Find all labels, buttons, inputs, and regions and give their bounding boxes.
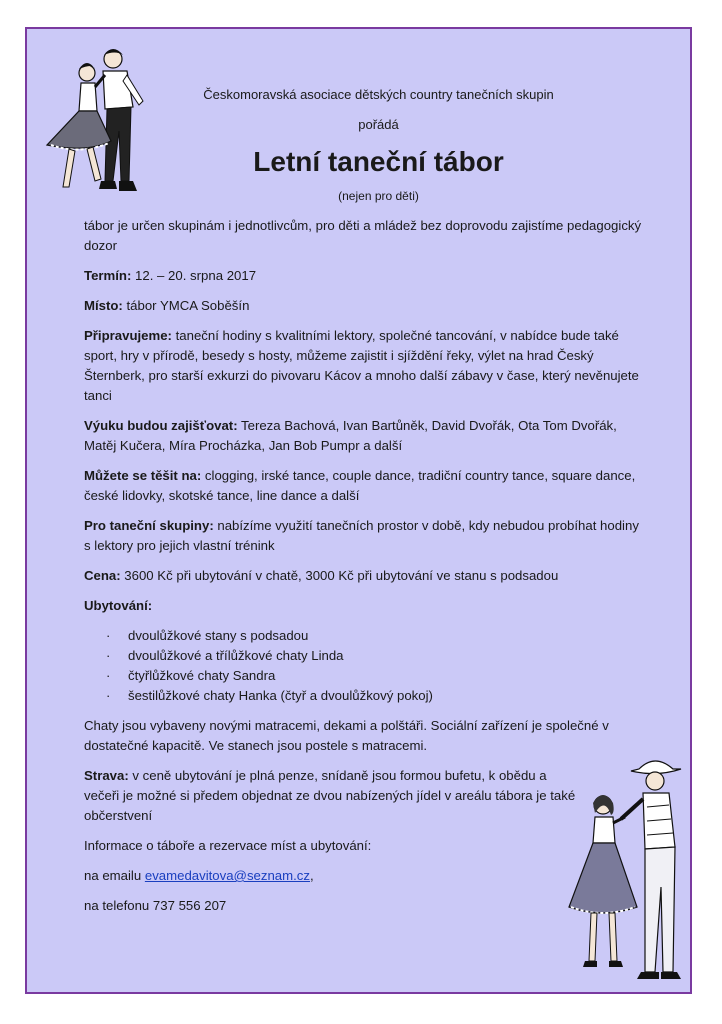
flyer-content	[84, 216, 644, 926]
bullet-icon: ·	[106, 688, 111, 703]
phone-text: na telefonu 737 556 207	[84, 898, 227, 913]
preparing-value: taneční hodiny s kvalitními lektory, společné tancování, v nabídce bude také sport, hry v přírodě, besedy s hosty, můžeme zajistit i sjíždění řeky, výlet na hrad Český Šternberk, pro starší exkurzi do pivovaru Kácov a mnoho další zábavy v čase, který nevěnujete tanci	[84, 328, 639, 403]
looking-forward-label: Můžete se těšit na:	[84, 468, 202, 483]
list-item	[84, 686, 644, 706]
bullet-icon: ·	[106, 628, 111, 643]
looking-forward-value: clogging, irské tance, couple dance, tradiční country tance, square dance, české lidovky, skotské tance, line dance a další	[84, 468, 636, 503]
list-item-text: čtyřlůžkové chaty Sandra	[128, 668, 276, 683]
term-label: Termín:	[84, 268, 132, 283]
term-row	[84, 266, 644, 286]
list-item	[84, 666, 644, 686]
email-row	[84, 866, 644, 886]
list-item-text: dvoulůžkové stany s podsadou	[128, 628, 309, 643]
page-title: Letní taneční tábor	[253, 146, 504, 177]
accommodation-note: Chaty jsou vybaveny novými matracemi, dekami a polštáři. Sociální zařízení je společné v dostatečné kapacitě. Ve stanech jsou postele s matracemi.	[84, 718, 609, 753]
list-item	[84, 646, 644, 666]
bullet-icon: ·	[106, 648, 111, 663]
teachers-label: Výuku budou zajišťovat:	[84, 418, 238, 433]
place-value: tábor YMCA Soběšín	[122, 298, 250, 313]
looking-forward-row	[84, 466, 644, 506]
food-label: Strava:	[84, 768, 129, 783]
list-item-text: dvoulůžkové a třílůžkové chaty Linda	[128, 648, 344, 663]
price-value: 3600 Kč při ubytování v chatě, 3000 Kč při ubytování ve stanu s podsadou	[120, 568, 559, 583]
organization-name: Českomoravská asociace dětských country tanečních skupin	[203, 87, 554, 102]
food-row	[84, 766, 644, 826]
info-text: Informace o táboře a rezervace míst a ubytování:	[84, 838, 372, 853]
presents-text: pořádá	[358, 117, 399, 132]
groups-row	[84, 516, 644, 556]
groups-value: nabízíme využití tanečních prostor v době, kdy nebudou probíhat hodiny s lektory pro jejich vlastní trénink	[84, 518, 639, 553]
subtitle: (nejen pro děti)	[338, 189, 419, 203]
flyer-page	[25, 27, 692, 994]
food-value: v ceně ubytování je plná penze, snídaně jsou formou bufetu, k obědu a večeři je možné si předem objednat ze dvou nabízených jídel v areálu tábora je také občerstvení	[84, 768, 576, 823]
teachers-row	[84, 416, 644, 456]
email-prefix: na emailu	[84, 868, 145, 883]
preparing-row	[84, 326, 644, 406]
groups-label: Pro taneční skupiny:	[84, 518, 214, 533]
preparing-label: Připravujeme:	[84, 328, 172, 343]
email-suffix: ,	[309, 868, 314, 883]
list-item	[84, 626, 644, 646]
intro-text: tábor je určen skupinám i jednotlivcům, pro děti a mládež bez doprovodu zajistíme pedagogický dozor	[84, 218, 642, 253]
email-link[interactable]: evamedavitova@seznam.cz	[144, 868, 310, 883]
accommodation-heading	[84, 596, 644, 616]
list-item-text: šestilůžkové chaty Hanka (čtyř a dvoulůžkový pokoj)	[128, 688, 433, 703]
square-dance-couple-illustration	[565, 747, 689, 992]
place-label: Místo:	[84, 298, 123, 313]
term-value: 12. – 20. srpna 2017	[131, 268, 257, 283]
accommodation-list	[84, 626, 644, 706]
price-label: Cena:	[84, 568, 121, 583]
accommodation-label: Ubytování:	[84, 598, 153, 613]
teachers-value: Tereza Bachová, Ivan Bartůněk, David Dvořák, Ota Tom Dvořák, Matěj Kučera, Míra Procházka, Jan Bob Pumpr a další	[84, 418, 617, 453]
price-row	[84, 566, 644, 586]
place-row	[84, 296, 644, 316]
bullet-icon: ·	[106, 668, 111, 683]
